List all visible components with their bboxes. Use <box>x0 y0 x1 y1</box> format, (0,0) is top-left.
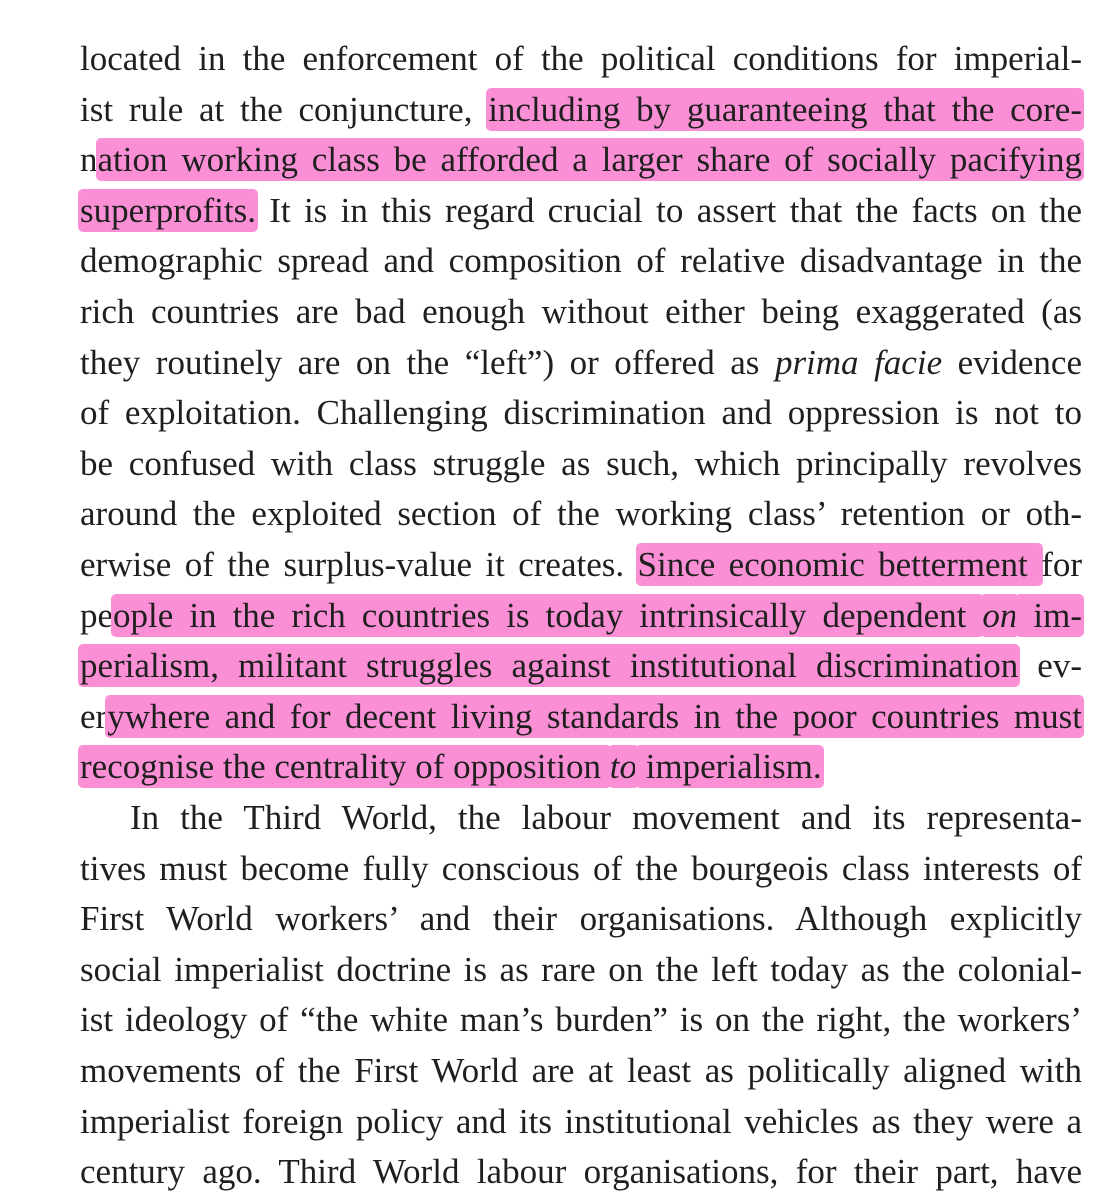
text-line <box>80 135 1082 185</box>
text-line <box>80 1046 1082 1096</box>
text-line <box>80 894 1082 944</box>
text-segment: er <box>80 696 108 736</box>
text-line <box>80 692 1082 742</box>
text-segment: First World workers’ and their organisations. Although explicitly <box>80 899 1082 939</box>
highlighted-text: perialism, militant struggles against institutional discrimination <box>80 646 1019 686</box>
text-segment: n <box>80 140 98 180</box>
text-segment: movements of the First World are at least as politically aligned with <box>80 1051 1082 1090</box>
text-line <box>80 540 1082 590</box>
text-line <box>80 34 1082 84</box>
text-segment: imperialist foreign policy and its institutional vehicles as they were a <box>80 1101 1082 1141</box>
text-line <box>80 742 1082 792</box>
text-segment: for <box>1041 545 1082 584</box>
highlighted-text: ywhere and for decent living standards in the poor countries must <box>107 696 1082 736</box>
text-segment: It is in this regard crucial to assert that the facts on the <box>255 190 1082 230</box>
text-line <box>80 641 1082 691</box>
text-line <box>80 338 1082 388</box>
text-line <box>80 844 1082 894</box>
text-segment: prima facie <box>774 342 943 382</box>
text-segment: ist ideology of “the white man’s burden” is on the right, the workers’ <box>80 1000 1082 1040</box>
text-line <box>80 591 1082 641</box>
text-segment: located in the enforcement of the political conditions for imperial- <box>80 39 1082 78</box>
highlighted-text: on <box>982 595 1018 635</box>
highlighted-text: ople in the rich countries is today intrinsically dependent <box>113 595 983 635</box>
text-segment: In the Third World, the labour movement and its representa- <box>130 798 1082 837</box>
text-line <box>80 1097 1082 1147</box>
text-segment: social imperialist doctrine is as rare on the left today as the colonial- <box>80 949 1082 989</box>
text-line <box>80 236 1082 286</box>
text-segment: ev- <box>1018 646 1082 686</box>
text-line <box>80 439 1082 489</box>
text-segment: around the exploited section of the working class’ retention or oth- <box>80 494 1082 534</box>
highlighted-text: im- <box>1017 595 1082 635</box>
text-line <box>80 85 1082 135</box>
highlighted-text: ation working class be afforded a larger share of socially pacifying <box>97 140 1082 180</box>
text-line <box>80 995 1082 1045</box>
text-segment: evidence <box>942 342 1082 382</box>
highlighted-text: Since economic betterment <box>637 545 1042 584</box>
text-segment: erwise of the surplus-value it creates. <box>80 545 638 584</box>
text-line <box>80 388 1082 438</box>
text-segment: century ago. Third World labour organisations, for their part, have <box>80 1152 1082 1192</box>
text-line <box>80 186 1082 236</box>
highlighted-text: to <box>609 747 637 787</box>
text-segment: pe <box>80 595 114 635</box>
text-segment: rich countries are bad enough without either being exaggerated (as <box>80 292 1082 331</box>
text-segment: tives must become fully conscious of the bourgeois class interests of <box>80 848 1082 888</box>
text-segment: they routinely are on the “left”) or offered as <box>80 342 775 382</box>
text-segment: be confused with class struggle as such, which principally revolves <box>80 443 1082 483</box>
text-segment: of exploitation. Challenging discrimination and oppression is not to <box>80 393 1082 433</box>
text-line <box>130 793 1082 843</box>
highlighted-text: including by guaranteeing that the core- <box>488 89 1082 129</box>
text-line <box>80 287 1082 337</box>
highlighted-text: imperialism. <box>636 747 822 787</box>
highlighted-text: recognise the centrality of opposition <box>80 747 610 787</box>
text-line <box>80 1147 1082 1197</box>
highlighted-text: superprofits. <box>80 190 256 230</box>
text-segment: ist rule at the conjuncture, <box>80 89 489 129</box>
text-line <box>80 945 1082 995</box>
text-line <box>80 489 1082 539</box>
text-segment: demographic spread and composition of relative disadvantage in the <box>80 241 1082 281</box>
